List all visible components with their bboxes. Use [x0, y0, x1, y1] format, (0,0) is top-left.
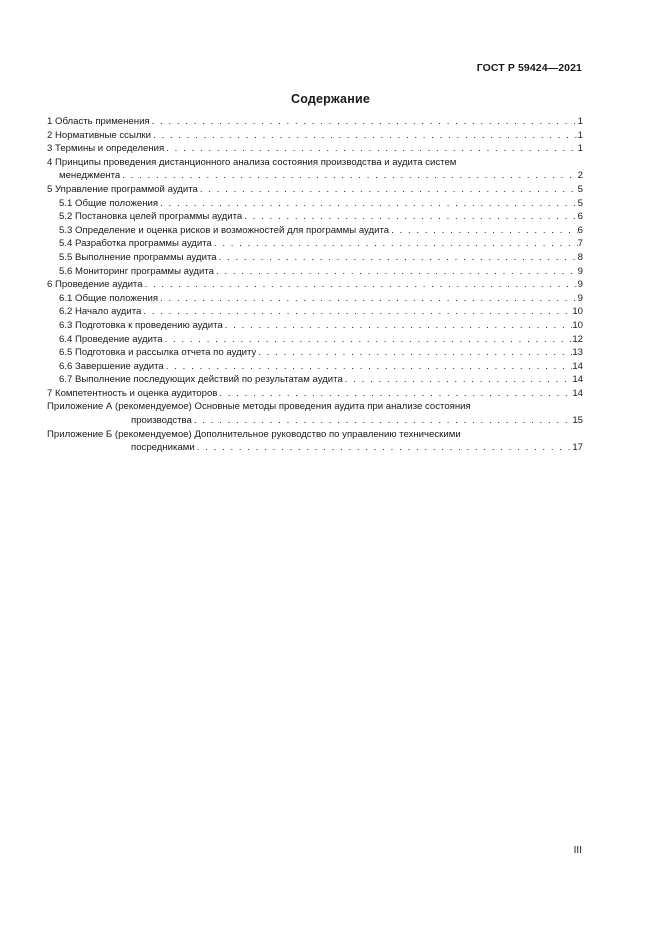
toc-leader-dots — [150, 115, 578, 129]
toc-entry — [47, 400, 583, 414]
toc-entry-page: 6 — [577, 224, 583, 236]
toc-entry — [47, 305, 583, 319]
toc-entry-text: 6.4 Проведение аудита — [59, 333, 163, 345]
toc-entry-text: 7 Компетентность и оценка аудиторов — [47, 387, 218, 399]
toc-entry-page: 12 — [572, 333, 583, 345]
toc-entry-page: 10 — [572, 306, 583, 318]
toc-leader-dots — [120, 169, 577, 183]
toc-entry-page: 13 — [572, 347, 583, 359]
toc-entry-text: 6.2 Начало аудита — [59, 306, 142, 318]
toc-leader-dots — [141, 305, 572, 319]
toc-leader-dots — [143, 278, 578, 292]
toc-entry-text: 4 Принципы проведения дистанционного анализа состояния производства и аудита систем — [47, 156, 457, 168]
toc-entry-text: посредниками — [131, 442, 195, 454]
toc-entry — [47, 387, 583, 401]
toc-entry-page: 8 — [577, 251, 583, 263]
toc-leader-dots — [164, 142, 577, 156]
toc-entry-text: 6.7 Выполнение последующих действий по результатам аудита — [59, 374, 343, 386]
toc-entry-page: 10 — [572, 319, 583, 331]
toc-title: Содержание — [290, 92, 370, 106]
toc-leader-dots — [223, 319, 573, 333]
toc-leader-dots — [163, 333, 573, 347]
toc-entry-text: 5.3 Определение и оценка рисков и возможностей для программы аудита — [59, 224, 390, 236]
toc-entry-text: 5.2 Постановка целей программы аудита — [59, 211, 243, 223]
toc-entry-text: менеджмента — [59, 170, 121, 182]
toc-entry-page: 5 — [577, 183, 583, 195]
toc-entry-text: 2 Нормативные ссылки — [47, 129, 152, 141]
toc-entry — [47, 197, 583, 211]
toc-entry-text: 5.1 Общие положения — [59, 197, 159, 209]
toc-leader-dots — [164, 360, 573, 374]
toc-leader-dots — [158, 197, 578, 211]
toc-entry-page: 14 — [572, 360, 583, 372]
table-of-contents — [47, 115, 583, 455]
toc-leader-dots — [195, 441, 573, 455]
toc-entry — [47, 129, 583, 143]
toc-entry-text: 6.1 Общие положения — [59, 292, 159, 304]
toc-entry-page: 6 — [577, 211, 583, 223]
toc-leader-dots — [158, 292, 578, 306]
toc-leader-dots — [192, 414, 572, 428]
toc-entry — [47, 441, 583, 455]
toc-entry-page: 5 — [577, 197, 583, 209]
toc-leader-dots — [151, 129, 578, 143]
toc-entry-text: 6.6 Завершение аудита — [59, 360, 164, 372]
toc-entry-page: 9 — [577, 265, 583, 277]
toc-entry-page: 9 — [577, 292, 583, 304]
toc-leader-dots — [256, 346, 572, 360]
toc-entry-page: 17 — [572, 442, 583, 454]
toc-entry-text: производства — [131, 415, 192, 427]
toc-entry-page: 15 — [572, 415, 583, 427]
toc-entry-text: 1 Область применения — [47, 116, 150, 127]
toc-entry — [47, 224, 583, 238]
toc-entry-page: 2 — [577, 170, 583, 182]
toc-entry — [47, 360, 583, 374]
toc-entry — [47, 373, 583, 387]
toc-entry-page: 14 — [572, 374, 583, 386]
toc-entry-page: 7 — [577, 238, 583, 250]
toc-entry-page: 14 — [572, 387, 583, 399]
toc-entry — [47, 237, 583, 251]
toc-leader-dots — [212, 237, 578, 251]
toc-entry-text: 5.4 Разработка программы аудита — [59, 238, 212, 250]
toc-leader-dots — [198, 183, 578, 197]
toc-entry — [47, 115, 583, 129]
toc-entry-text: Приложение Б (рекомендуемое) Дополнительное руководство по управлению техническими — [47, 428, 461, 440]
toc-entry — [47, 210, 583, 224]
toc-entry-text: 6.5 Подготовка и рассылка отчета по аудиту — [59, 347, 257, 359]
toc-entry — [47, 278, 583, 292]
toc-entry — [47, 428, 583, 442]
toc-entry — [47, 169, 583, 183]
toc-entry-page: 1 — [577, 143, 583, 155]
toc-entry — [47, 333, 583, 347]
toc-entry-page: 1 — [577, 116, 583, 127]
toc-entry-text: Приложение А (рекомендуемое) Основные методы проведения аудита при анализе состояния — [47, 401, 471, 413]
toc-leader-dots — [214, 265, 578, 279]
toc-leader-dots — [389, 224, 578, 238]
toc-entry-text: 6 Проведение аудита — [47, 279, 143, 291]
toc-entry — [47, 265, 583, 279]
toc-entry — [47, 292, 583, 306]
toc-entry-text: 5.6 Мониторинг программы аудита — [59, 265, 214, 277]
toc-entry-text: 6.3 Подготовка к проведению аудита — [59, 319, 223, 331]
document-code: ГОСТ Р 59424—2021 — [476, 62, 582, 74]
toc-entry-text: 3 Термины и определения — [47, 143, 165, 155]
toc-leader-dots — [217, 251, 578, 265]
toc-leader-dots — [217, 387, 572, 401]
toc-entry — [47, 414, 583, 428]
toc-entry-page: 9 — [577, 279, 583, 291]
toc-entry — [47, 183, 583, 197]
toc-entry — [47, 142, 583, 156]
toc-entry-page: 1 — [577, 129, 583, 141]
toc-entry — [47, 346, 583, 360]
page-number: III — [573, 845, 582, 856]
toc-leader-dots — [343, 373, 573, 387]
toc-entry — [47, 156, 583, 170]
toc-entry-text: 5.5 Выполнение программы аудита — [59, 251, 217, 263]
toc-leader-dots — [242, 210, 577, 224]
toc-entry — [47, 251, 583, 265]
toc-entry — [47, 319, 583, 333]
toc-entry-text: 5 Управление программой аудита — [47, 183, 198, 195]
